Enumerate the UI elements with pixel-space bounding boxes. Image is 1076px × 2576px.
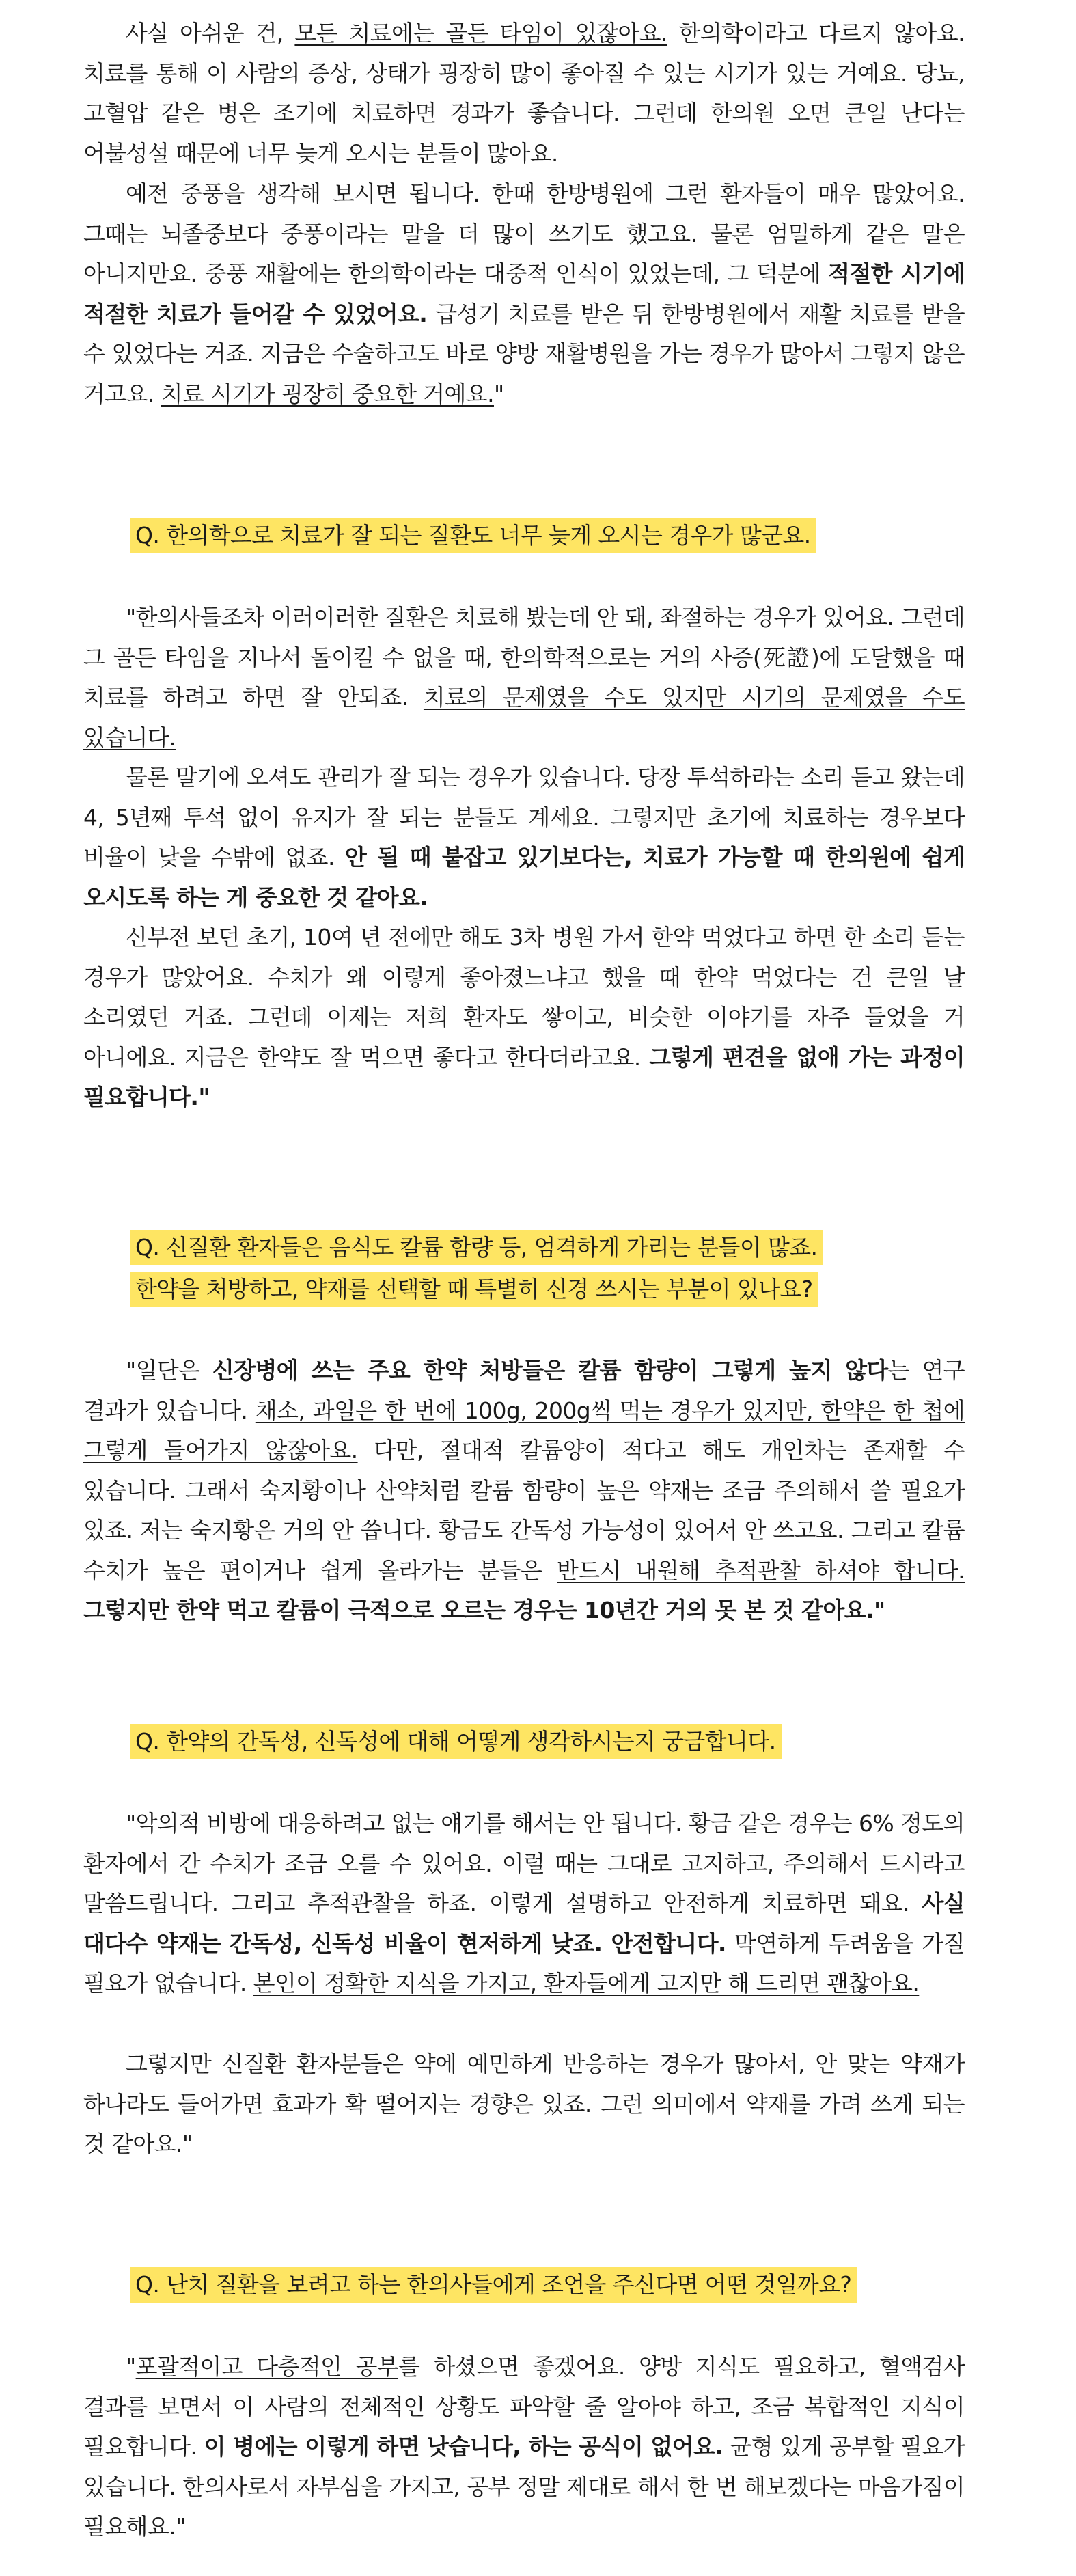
paragraph-despair: "한의사들조차 이러이러한 질환은 치료해 봤는데 안 돼, 좌절하는 경우가 있어요. 그런데 그 골든 타임을 지나서 돌이킬 수 없을 때, 한의학적으로는 거의 사증(死證)에 도달했을 때 치료를 하려고 하면 잘 안되죠. 치료의 문제였을 수도 있지만 시기의 문제였을 수도 있습니다. [83,604,965,751]
question-heading-2b: 한약을 처방하고, 약재를 선택할 때 특별히 신경 쓰시는 부분이 있나요? [130,1272,818,1307]
paragraph-potassium: "일단은 신장병에 쓰는 주요 한약 처방들은 칼륨 함량이 그렇게 높지 않다는 연구 결과가 있습니다. 채소, 과일은 한 번에 100g, 200g씩 먹는 경우가 있지만, 한약은 한 첩에 그렇게 들어가지 않잖아요. 다만, 절대적 칼륨양이 적다고 해도 개인차는 존재할 수 있습니다. 그래서 숙지황이나 산약처럼 칼륨 함량이 높은 약재는 조금 주의해서 쓸 필요가 있죠. 저는 숙지황은 거의 안 씁니다. 황금도 간독성 가능성이 있어서 안 쓰고요. 그리고 칼륨 수치가 높은 편이거나 쉽게 올라가는 분들은 반드시 내원해 추적관찰 하셔야 합니다. 그렇지만 한약 먹고 칼륨이 극적으로 오르는 경우는 10년간 거의 못 본 것 같아요." [83,1357,965,1623]
paragraph-advice: "포괄적이고 다층적인 공부를 하셨으면 좋겠어요. 양방 지식도 필요하고, 혈액검사 결과를 보면서 이 사람의 전체적인 상황도 파악할 줄 알아야 하고, 조금 복합적인 지식이 필요합니다. 이 병에는 이렇게 하면 낫습니다, 하는 공식이 없어요. 균형 있게 공부할 필요가 있습니다. 한의사로서 자부심을 가지고, 공부 정말 제대로 해서 한 번 해보겠다는 마음가짐이 필요해요." [83,2353,965,2540]
paragraph-toxicity: "악의적 비방에 대응하려고 없는 얘기를 해서는 안 됩니다. 황금 같은 경우는 6% 정도의 환자에서 간 수치가 조금 오를 수 있어요. 이럴 때는 그대로 고지하고, 주의해서 드시라고 말씀드립니다. 그리고 추적관찰을 하죠. 이렇게 설명하고 안전하게 치료하면 돼요. 사실 대다수 약재는 간독성, 신독성 비율이 현저하게 낮죠. 안전합니다. 막연하게 두려움을 가질 필요가 없습니다. 본인이 정확한 지식을 가지고, 환자들에게 고지만 해 드리면 괜찮아요. [83,1810,965,1997]
question-heading-4: Q. 난치 질환을 보려고 하는 한의사들에게 조언을 주신다면 어떤 것일까요? [130,2267,857,2303]
paragraph-sensitivity: 그렇지만 신질환 환자분들은 약에 예민하게 반응하는 경우가 많아서, 안 맞는 약재가 하나라도 들어가면 효과가 확 떨어지는 경향은 있죠. 그런 의미에서 약재를 가려 쓰게 되는 것 같아요." [83,2051,965,2157]
paragraph-stroke-rehab: 예전 중풍을 생각해 보시면 됩니다. 한때 한방병원에 그런 환자들이 매우 많았어요. 그때는 뇌졸중보다 중풍이라는 말을 더 많이 쓰기도 했고요. 물론 엄밀하게 같은 말은 아니지만요. 중풍 재활에는 한의학이라는 대중적 인식이 있었는데, 그 덕분에 적절한 시기에 적절한 치료가 들어갈 수 있었어요. 급성기 치료를 받은 뒤 한방병원에서 재활 치료를 받을 수 있었다는 거죠. 지금은 수술하고도 바로 양방 재활병원을 가는 경우가 많아서 그렇지 않은 거고요. 치료 시기가 굉장히 중요한 거예요." [83,180,965,407]
paragraph-golden-time: 사실 아쉬운 건, 모든 치료에는 골든 타임이 있잖아요. 한의학이라고 다르지 않아요. 치료를 통해 이 사람의 증상, 상태가 굉장히 많이 좋아질 수 있는 시기가 있는 거예요. 당뇨, 고혈압 같은 병은 조기에 치료하면 경과가 좋습니다. 그런데 한의원 오면 큰일 난다는 어불성설 때문에 너무 늦게 오시는 분들이 많아요. [83,20,965,167]
question-heading-1: Q. 한의학으로 치료가 잘 되는 질환도 너무 늦게 오시는 경우가 많군요. [130,518,816,553]
question-heading-3: Q. 한약의 간독성, 신독성에 대해 어떻게 생각하시는지 궁금합니다. [130,1724,782,1759]
question-heading-2a: Q. 신질환 환자들은 음식도 칼륨 함량 등, 엄격하게 가리는 분들이 많죠. [130,1230,823,1265]
paragraph-prejudice: 신부전 보던 초기, 10여 년 전에만 해도 3차 병원 가서 한약 먹었다고 하면 한 소리 듣는 경우가 많았어요. 수치가 왜 이렇게 좋아졌느냐고 했을 때 한약 먹었다는 건 큰일 날 소리였던 거죠. 그런데 이제는 저희 환자도 쌓이고, 비슷한 이야기를 자주 들었을 거 아니에요. 지금은 한약도 잘 먹으면 좋다고 한다더라고요. 그렇게 편견을 없애 가는 과정이 필요합니다." [83,924,965,1110]
paragraph-late-stage: 물론 말기에 오셔도 관리가 잘 되는 경우가 있습니다. 당장 투석하라는 소리 듣고 왔는데 4, 5년째 투석 없이 유지가 잘 되는 분들도 계세요. 그렇지만 초기에 치료하는 경우보다 비율이 낮을 수밖에 없죠. 안 될 때 붙잡고 있기보다는, 치료가 가능할 때 한의원에 쉽게 오시도록 하는 게 중요한 것 같아요. [83,764,965,911]
